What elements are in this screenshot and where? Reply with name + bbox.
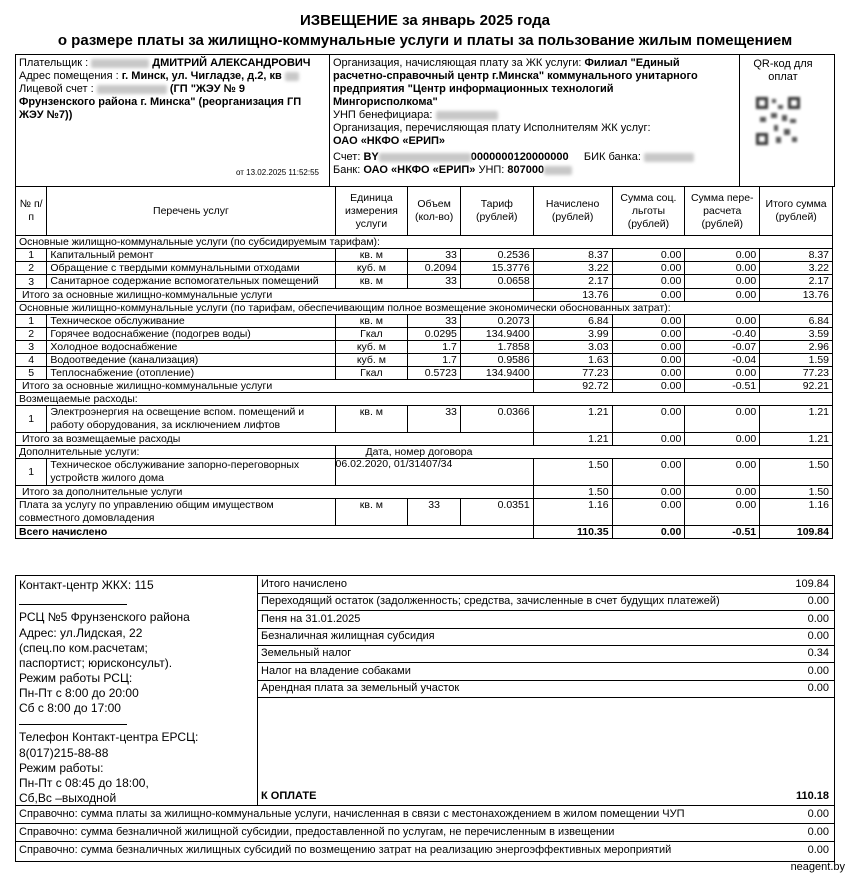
section-total-value: 92.21 <box>760 380 833 393</box>
transfer-label: Организация, перечисляющая плату Исполнителям ЖК услуг: <box>333 122 651 134</box>
summary-row <box>258 680 834 698</box>
recalc: 0.00 <box>685 499 760 526</box>
row-number: 3 <box>16 341 47 354</box>
row-number: 5 <box>16 367 47 380</box>
reference-value: 0.00 <box>807 808 829 820</box>
account-org-3: ЖЭУ №7)) <box>19 109 73 121</box>
summary-label: Пеня на 31.01.2025 <box>261 612 361 625</box>
col-charged: Начислено (рублей) <box>533 187 612 236</box>
reference-label: Справочно: сумма безналичной жилищной субсидии, предоставленной по услугам, не перечисленным в извещении <box>19 826 615 838</box>
table-row <box>16 262 833 275</box>
address-label: Адрес помещения : <box>19 70 119 82</box>
charged: 3.22 <box>533 262 612 275</box>
service-name: Электроэнергия на освещение вспом. помещений и работу оборудования, за исключением лифтов <box>47 406 335 433</box>
service-name: Обращение с твердыми коммунальными отходами <box>47 262 335 275</box>
charging-label: Организация, начисляющая плату за ЖК услуги: <box>333 57 582 69</box>
summary-value: 0.00 <box>807 612 829 625</box>
qr-label: QR-код для оплат <box>753 58 813 83</box>
summary-row <box>258 645 834 663</box>
mode-1: Пн-Пт с 08:45 до 18:00, <box>19 776 149 790</box>
table-row <box>16 459 833 486</box>
row-total: 1.16 <box>760 499 833 526</box>
charging-name-1: Филиал "Единый <box>584 57 680 69</box>
bank-account-label: Счет: <box>333 151 361 163</box>
summary-area <box>15 575 835 862</box>
tariff: 134.9400 <box>460 367 533 380</box>
charged: 3.03 <box>533 341 612 354</box>
service-name: Капитальный ремонт <box>47 249 335 262</box>
account-org: (ГП "ЖЭУ № 9 <box>169 83 246 95</box>
contract-value: 06.02.2020, 01/31407/34 <box>335 458 453 470</box>
unit: Гкал <box>335 328 408 341</box>
charged: 1.50 <box>533 459 612 486</box>
tariff: 15.3776 <box>460 262 533 275</box>
section-total-value: 0.00 <box>685 289 760 302</box>
section-total-label: Итого за возмещаемые расходы <box>16 433 534 446</box>
section-total-value: 13.76 <box>533 289 612 302</box>
row-number: 4 <box>16 354 47 367</box>
table-row <box>16 315 833 328</box>
charged: 8.37 <box>533 249 612 262</box>
benefit: 0.00 <box>612 262 685 275</box>
benefit: 0.00 <box>612 341 685 354</box>
row-number: 1 <box>16 249 47 262</box>
recalc: 0.00 <box>685 406 760 433</box>
rsc-address-2: (спец.по ком.расчетам; <box>19 641 148 655</box>
recalc: -0.07 <box>685 341 760 354</box>
grand-total-value: 109.84 <box>760 526 833 539</box>
grand-total-label: Всего начислено <box>16 526 534 539</box>
bank-unp: 807000 <box>507 164 545 176</box>
notice-title: ИЗВЕЩЕНИЕ за январь 2025 года <box>299 12 550 29</box>
recalc: 0.00 <box>685 249 760 262</box>
table-row <box>16 354 833 367</box>
section-total-value: 0.00 <box>685 433 760 446</box>
recalc: 0.00 <box>685 367 760 380</box>
contacts-block <box>16 576 258 805</box>
address-value: г. Минск, ул. Чигладзе, д.2, кв <box>121 70 282 82</box>
notice-subtitle: о размере платы за жилищно-коммунальные услуги и платы за пользование жилым помещением <box>57 32 793 49</box>
unit: кв. м <box>335 499 408 526</box>
section-title-text: Основные жилищно-коммунальные услуги (по субсидируемым тарифам): <box>16 236 833 249</box>
section-total-value: 1.50 <box>533 486 612 499</box>
tariff: 0.0658 <box>460 275 533 289</box>
grand-total-value: 0.00 <box>612 526 685 539</box>
service-name: Техническое обслуживание запорно-переговорных устройств жилого дома <box>47 459 335 486</box>
bank-account-suffix: 0000000120000000 <box>470 151 569 163</box>
grand-total-value: 110.35 <box>533 526 612 539</box>
grand-total-row <box>16 526 833 539</box>
unit: кв. м <box>335 249 408 262</box>
charging-name-4: Мингорисполкома" <box>333 96 438 108</box>
section-title <box>16 302 833 315</box>
summary-label: Арендная плата за земельный участок <box>261 681 460 694</box>
col-unit: Единица измерения услуги <box>335 187 408 236</box>
unit: Гкал <box>335 367 408 380</box>
rsc-name: РСЦ №5 Фрунзенского района <box>19 610 190 624</box>
payer-label: Плательщик : <box>19 57 89 69</box>
tariff: 0.2536 <box>460 249 533 262</box>
section-total-value: 0.00 <box>612 380 685 393</box>
table-row <box>16 406 833 433</box>
benefit: 0.00 <box>612 459 685 486</box>
tariff: 1.7858 <box>460 341 533 354</box>
account-label: Лицевой счет : <box>19 83 94 95</box>
row-number: 1 <box>16 315 47 328</box>
table-header <box>16 187 833 236</box>
qr-code-icon <box>754 95 802 147</box>
bik-label: БИК банка: <box>583 151 641 163</box>
table-row <box>16 367 833 380</box>
unit: куб. м <box>335 341 408 354</box>
section-total-label: Итого за основные жилищно-коммунальные услуги <box>16 380 534 393</box>
section-total-value: 0.00 <box>612 486 685 499</box>
row-number: 3 <box>16 275 47 289</box>
benefit: 0.00 <box>612 499 685 526</box>
section-total-value: 1.21 <box>533 433 612 446</box>
row-total: 1.50 <box>760 459 833 486</box>
reference-row <box>16 841 834 859</box>
footer-watermark: neagent.by <box>790 861 845 873</box>
bank-account-prefix: BY <box>363 151 379 163</box>
summary-value: 109.84 <box>795 578 829 590</box>
volume: 0.5723 <box>408 367 461 380</box>
section-total-value: 1.21 <box>760 433 833 446</box>
bank-unp-label: УНП: <box>478 164 505 176</box>
service-name: Санитарное содержание вспомогательных помещений <box>47 275 335 289</box>
row-total: 1.59 <box>760 354 833 367</box>
row-total: 3.59 <box>760 328 833 341</box>
payer-block <box>19 57 329 122</box>
unit: кв. м <box>335 275 408 289</box>
reference-value: 0.00 <box>807 826 829 838</box>
benefit: 0.00 <box>612 249 685 262</box>
section-total-value: 13.76 <box>760 289 833 302</box>
row-total: 1.21 <box>760 406 833 433</box>
reference-value: 0.00 <box>807 844 829 856</box>
volume: 0.0295 <box>408 328 461 341</box>
summary-value: 0.00 <box>807 595 829 608</box>
section-total-value: 0.00 <box>685 486 760 499</box>
summary-label: Земельный налог <box>261 647 352 660</box>
charged: 3.99 <box>533 328 612 341</box>
rsc-hours-2: Сб с 8:00 до 17:00 <box>19 701 121 715</box>
summary-label: Итого начислено <box>261 578 347 590</box>
summary-row <box>258 593 834 611</box>
mode-2: Сб,Вс –выходной <box>19 791 117 805</box>
org-block <box>333 57 723 177</box>
services-table <box>15 186 833 539</box>
contact-center: Контакт-центр ЖКХ: 115 <box>19 578 154 592</box>
reference-label: Справочно: сумма платы за жилищно-коммунальные услуги, начисленная в связи с местонахождением в жилом помещении ЧУП <box>19 808 685 820</box>
benefit: 0.00 <box>612 275 685 289</box>
section-total-value: 0.00 <box>612 433 685 446</box>
col-tariff: Тариф (рублей) <box>460 187 533 236</box>
to-pay-row <box>258 788 834 805</box>
row-number: 2 <box>16 328 47 341</box>
section-total-label: Итого за дополнительные услуги <box>16 486 534 499</box>
summary-value: 0.00 <box>807 629 829 642</box>
charged: 77.23 <box>533 367 612 380</box>
transfer-name: ОАО «НКФО «ЕРИП» <box>333 135 446 147</box>
phone-label: Телефон Контакт-центра ЕРСЦ: <box>19 730 199 744</box>
tariff <box>460 459 533 486</box>
summary-label: Налог на владение собаками <box>261 664 411 677</box>
volume: 0.2094 <box>408 262 461 275</box>
row-total: 2.17 <box>760 275 833 289</box>
benefit: 0.00 <box>612 354 685 367</box>
row-total: 6.84 <box>760 315 833 328</box>
section-title-text: Возмещаемые расходы: <box>16 393 833 406</box>
bank-label: Банк: <box>333 164 361 176</box>
charged: 1.21 <box>533 406 612 433</box>
unit: куб. м <box>335 354 408 367</box>
tariff: 0.0351 <box>460 499 533 526</box>
recalc: -0.40 <box>685 328 760 341</box>
bank-name: ОАО «НКФО «ЕРИП» <box>363 164 476 176</box>
table-row <box>16 275 833 289</box>
volume: 1.7 <box>408 354 461 367</box>
summary-value: 0.00 <box>807 664 829 677</box>
volume: 33 <box>408 249 461 262</box>
table-row <box>16 328 833 341</box>
section-title <box>16 446 833 459</box>
col-volume: Объем (кол-во) <box>408 187 461 236</box>
volume: 33 <box>408 315 461 328</box>
volume: 33 <box>408 499 461 526</box>
unit: кв. м <box>335 406 408 433</box>
recalc: 0.00 <box>685 459 760 486</box>
section-title <box>16 236 833 249</box>
row-total: 3.22 <box>760 262 833 275</box>
summary-row <box>258 611 834 629</box>
reference-label: Справочно: сумма безналичных жилищных субсидий по возмещению затрат на реализацию энергоэффективных мероприятий <box>19 844 672 856</box>
benefit: 0.00 <box>612 315 685 328</box>
charged: 1.16 <box>533 499 612 526</box>
section-title <box>16 393 833 406</box>
charging-name-3: предприятия "Центр информационных технологий <box>333 83 614 95</box>
recalc: -0.04 <box>685 354 760 367</box>
col-number: № п/п <box>16 187 47 236</box>
reference-row <box>16 823 834 841</box>
divider <box>19 604 127 605</box>
recalc: 0.00 <box>685 262 760 275</box>
summary-row <box>258 663 834 681</box>
row-number: 1 <box>16 406 47 433</box>
tariff: 134.9400 <box>460 328 533 341</box>
section-total-row <box>16 380 833 393</box>
summary-value: 0.34 <box>807 647 829 660</box>
to-pay-value: 110.18 <box>795 790 829 802</box>
reference-row <box>16 805 834 823</box>
timestamp: от 13.02.2025 11:52:55 <box>236 168 319 177</box>
section-total-value: 0.00 <box>612 289 685 302</box>
to-pay-label: К ОПЛАТЕ <box>261 790 317 802</box>
mode-label: Режим работы: <box>19 761 104 775</box>
row-number: 2 <box>16 262 47 275</box>
rsc-hours-label: Режим работы РСЦ: <box>19 671 133 685</box>
section-total-value: 1.50 <box>760 486 833 499</box>
benefit: 0.00 <box>612 328 685 341</box>
section-total-row <box>16 486 833 499</box>
col-total: Итого сумма (рублей) <box>760 187 833 236</box>
benefit: 0.00 <box>612 406 685 433</box>
unit: кв. м <box>335 315 408 328</box>
volume: 33 <box>408 406 461 433</box>
volume: 33 <box>408 275 461 289</box>
col-service: Перечень услуг <box>47 187 335 236</box>
service-name: Горячее водоснабжение (подогрев воды) <box>47 328 335 341</box>
phone-number: 8(017)215-88-88 <box>19 746 109 760</box>
charging-name-2: расчетно-справочный центр г.Минска" коммунального унитарного <box>333 70 698 82</box>
grand-total-value: -0.51 <box>685 526 760 539</box>
table-row <box>16 499 833 526</box>
summary-value: 0.00 <box>807 681 829 694</box>
section-title-text: Дополнительные услуги: <box>16 446 336 459</box>
tariff: 0.2073 <box>460 315 533 328</box>
row-total: 2.96 <box>760 341 833 354</box>
table-body <box>16 236 833 539</box>
charged: 6.84 <box>533 315 612 328</box>
unit: куб. м <box>335 262 408 275</box>
charged: 2.17 <box>533 275 612 289</box>
col-benefit: Сумма соц. льготы (рублей) <box>612 187 685 236</box>
section-title-text: Основные жилищно-коммунальные услуги (по тарифам, обеспечивающим полное возмещение экономически обоснованных затрат): <box>16 302 833 315</box>
section-total-row <box>16 289 833 302</box>
benefit: 0.00 <box>612 367 685 380</box>
section-total-value: 92.72 <box>533 380 612 393</box>
service-name: Водоотведение (канализация) <box>47 354 335 367</box>
volume: 1.7 <box>408 341 461 354</box>
row-total: 77.23 <box>760 367 833 380</box>
col-recalc: Сумма пере-расчета (рублей) <box>685 187 760 236</box>
table-row <box>16 341 833 354</box>
rsc-hours-1: Пн-Пт с 8:00 до 20:00 <box>19 686 139 700</box>
divider <box>19 724 127 725</box>
service-name: Холодное водоснабжение <box>47 341 335 354</box>
summary-row <box>258 628 834 646</box>
payer-name: ДМИТРИЙ АЛЕКСАНДРОВИЧ <box>152 57 311 69</box>
rsc-address-3: паспортист; юрисконсульт). <box>19 656 173 670</box>
summary-label: Безналичная жилищная субсидия <box>261 629 435 642</box>
service-name: Теплоснабжение (отопление) <box>47 367 335 380</box>
tariff: 0.0366 <box>460 406 533 433</box>
account-org-2: Фрунзенского района г. Минска" (реорганизация ГП <box>19 96 302 108</box>
unp-label: УНП бенефициара: <box>333 109 433 121</box>
section-total-value: -0.51 <box>685 380 760 393</box>
section-total-label: Итого за основные жилищно-коммунальные услуги <box>16 289 534 302</box>
service-name: Техническое обслуживание <box>47 315 335 328</box>
service-name: Плата за услугу по управлению общим имуществом совместного домовладения <box>16 499 336 526</box>
table-row <box>16 249 833 262</box>
rsc-address: Адрес: ул.Лидская, 22 <box>19 626 143 640</box>
charged: 1.63 <box>533 354 612 367</box>
contract-label: Дата, номер договора <box>335 446 832 459</box>
summary-row <box>258 576 834 594</box>
tariff: 0.9586 <box>460 354 533 367</box>
recalc: 0.00 <box>685 275 760 289</box>
row-number: 1 <box>16 459 47 486</box>
row-total: 8.37 <box>760 249 833 262</box>
unit <box>335 458 453 486</box>
recalc: 0.00 <box>685 315 760 328</box>
section-total-row <box>16 433 833 446</box>
summary-label: Переходящий остаток (задолженность; средства, зачисленные в счет будущих платежей) <box>261 595 720 608</box>
